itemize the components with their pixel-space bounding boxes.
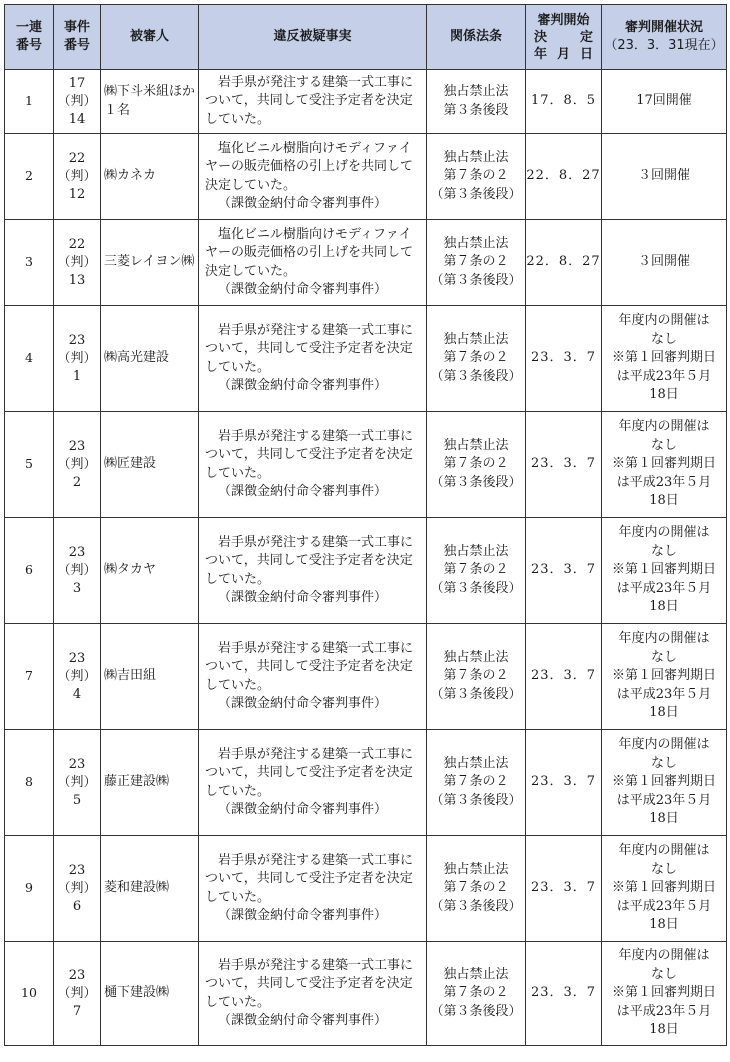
status-line: 17回開催 [636, 93, 692, 109]
law-cell [427, 624, 526, 730]
status-cell [602, 942, 727, 1046]
status-cell [602, 134, 727, 220]
start-date: 23．3．7 [530, 562, 597, 578]
start-date: 23．3．7 [530, 985, 597, 1001]
respondent-name: 菱和建設㈱ [104, 880, 170, 896]
law-line: 第３条後段 [443, 102, 509, 118]
start-date: 23．3．7 [530, 880, 597, 896]
law-cell [427, 70, 526, 134]
violation-fact: 岩手県が発注する建築一式工事について，共同して受注予定者を決定していた。 [205, 322, 414, 375]
law-line: 第７条の２ [443, 562, 509, 578]
serial-number: 3 [25, 254, 33, 270]
start-date-cell [526, 624, 602, 730]
status-line: は平成23年５月 [616, 898, 712, 914]
case-type: （判） [57, 668, 97, 684]
status-line: 年度内の開催は [618, 313, 710, 329]
serial-number: 2 [25, 168, 33, 184]
table-row [5, 518, 727, 624]
case-note: （課徴金納付命令審判事件） [218, 1013, 388, 1028]
respondent-name: 三菱レイヨン㈱ [104, 254, 195, 270]
start-date-cell [526, 134, 602, 220]
case-type: （判） [57, 562, 97, 578]
law-line: 第７条の２ [443, 168, 509, 184]
fact-cell [199, 70, 427, 134]
law-line: 独占禁止法 [443, 149, 509, 165]
status-line: なし [650, 543, 677, 559]
case-note: （課徴金納付命令審判事件） [218, 378, 388, 393]
header-serial [5, 5, 54, 70]
law-cell [427, 306, 526, 412]
status-line: 18日 [649, 493, 679, 509]
fact-cell [199, 624, 427, 730]
table-row [5, 412, 727, 518]
fact-cell [199, 412, 427, 518]
respondent-name: 藤正建設㈱ [104, 774, 170, 790]
respondent-name: ㈱下斗米組ほか１名 [104, 84, 196, 118]
law-line: 独占禁止法 [443, 331, 509, 347]
start-date: 23．3．7 [530, 456, 597, 472]
start-date: 23．3．7 [530, 350, 597, 366]
status-line: 年度内の開催は [618, 843, 710, 859]
law-line: 独占禁止法 [443, 235, 509, 251]
violation-fact: 岩手県が発注する建築一式工事について，共同して受注予定者を決定していた。 [205, 852, 414, 905]
serial-cell [5, 306, 54, 412]
table-row [5, 730, 727, 836]
status-line: 年度内の開催は [618, 948, 710, 964]
violation-fact: 岩手県が発注する建築一式工事について，共同して受注予定者を決定していた。 [205, 957, 414, 1010]
header-start-char: 定 [579, 29, 593, 45]
respondent-cell [101, 836, 199, 942]
status-line: ※第１回審判期日 [611, 985, 716, 1001]
law-line: （第３条後段） [430, 580, 522, 596]
law-line: 第７条の２ [443, 985, 509, 1001]
serial-cell [5, 730, 54, 836]
law-cell [427, 220, 526, 306]
law-line: （第３条後段） [430, 792, 522, 808]
start-date: 22．8．27 [526, 168, 601, 184]
status-line: ※第１回審判期日 [611, 880, 716, 896]
status-line: 年度内の開催は [618, 419, 710, 435]
status-cell [602, 70, 727, 134]
header-status-asof: （23．3．31現在） [604, 38, 724, 53]
start-date-cell [526, 70, 602, 134]
respondent-cell [101, 624, 199, 730]
header-serial-line: 番号 [15, 38, 42, 53]
serial-cell [5, 942, 54, 1046]
case-year: 22 [68, 236, 86, 252]
case-type: （判） [57, 985, 97, 1001]
case-number: 3 [72, 580, 82, 596]
fact-cell [199, 836, 427, 942]
serial-cell [5, 412, 54, 518]
law-line: 独占禁止法 [443, 84, 509, 99]
status-cell [602, 624, 727, 730]
status-line: ※第１回審判期日 [611, 562, 716, 578]
law-line: （第３条後段） [430, 368, 522, 384]
case-type: （判） [57, 880, 97, 896]
status-line: は平成23年５月 [616, 1003, 712, 1019]
table-row [5, 624, 727, 730]
case-note: （課徴金納付命令審判事件） [218, 282, 388, 297]
serial-number: 5 [25, 456, 33, 472]
law-line: （第３条後段） [430, 272, 522, 288]
start-date: 22．8．27 [526, 254, 601, 270]
law-line: 第７条の２ [443, 456, 509, 472]
law-line: 第７条の２ [443, 774, 509, 790]
respondent-name: ㈱吉田組 [104, 668, 157, 684]
violation-fact: 岩手県が発注する建築一式工事について，共同して受注予定者を決定していた。 [205, 746, 414, 799]
respondent-cell [101, 134, 199, 220]
violation-fact: 塩化ビニル樹脂向けモディファイヤーの販売価格の引上げを共同して決定していた。 [205, 140, 414, 193]
fact-cell [199, 306, 427, 412]
law-cell [427, 518, 526, 624]
status-line: ※第１回審判期日 [611, 350, 716, 366]
case-number: 7 [72, 1003, 82, 1019]
status-line: 18日 [649, 599, 679, 615]
header-status-title: 審判開催状況 [624, 20, 703, 35]
case-cell [54, 412, 101, 518]
serial-number: 8 [25, 774, 33, 790]
status-line: なし [650, 437, 677, 453]
start-date-cell [526, 518, 602, 624]
header-start-char: 決 [534, 29, 548, 45]
serial-number: 9 [25, 880, 33, 896]
start-date-cell [526, 942, 602, 1046]
start-date: 17．8．5 [530, 93, 597, 109]
table-row [5, 306, 727, 412]
case-note: （課徴金納付命令審判事件） [218, 802, 388, 817]
case-cell [54, 220, 101, 306]
status-line: 18日 [649, 1022, 679, 1038]
status-line: は平成23年５月 [616, 792, 712, 808]
status-line: は平成23年５月 [616, 474, 712, 490]
law-line: （第３条後段） [430, 1003, 522, 1019]
respondent-name: 樋下建設㈱ [104, 985, 170, 1001]
header-case-line: 事件 [63, 20, 90, 35]
case-cell [54, 624, 101, 730]
violation-fact: 岩手県が発注する建築一式工事について，共同して受注予定者を決定していた。 [205, 534, 414, 587]
serial-number: 7 [25, 668, 33, 684]
table-row [5, 836, 727, 942]
serial-number: 4 [25, 350, 33, 366]
header-start-char: 月 [556, 46, 570, 62]
respondent-cell [101, 220, 199, 306]
serial-cell [5, 70, 54, 134]
status-line: ３回開催 [637, 168, 690, 184]
header-serial-line: 一連 [15, 20, 42, 35]
status-line: ※第１回審判期日 [611, 774, 716, 790]
case-note: （課徴金納付命令審判事件） [218, 696, 388, 711]
header-status [602, 5, 727, 70]
case-year: 23 [68, 862, 86, 878]
fact-cell [199, 220, 427, 306]
case-number: 5 [72, 792, 82, 808]
violation-fact: 岩手県が発注する建築一式工事について，共同して受注予定者を決定していた。 [205, 640, 414, 693]
law-cell [427, 412, 526, 518]
serial-number: 6 [25, 562, 33, 578]
respondent-cell [101, 70, 199, 134]
status-line: 年度内の開催は [618, 525, 710, 541]
case-type: （判） [57, 774, 97, 790]
law-line: 第７条の２ [443, 880, 509, 896]
header-start-date [526, 5, 602, 70]
respondent-cell [101, 942, 199, 1046]
case-type: （判） [57, 93, 97, 109]
status-line: 年度内の開催は [618, 631, 710, 647]
status-line: 18日 [649, 387, 679, 403]
case-type: （判） [57, 350, 97, 366]
status-line: は平成23年５月 [616, 368, 712, 384]
start-date-cell [526, 730, 602, 836]
status-line: は平成23年５月 [616, 686, 712, 702]
status-line: 18日 [649, 811, 679, 827]
violation-fact: 塩化ビニル樹脂向けモディファイヤーの販売価格の引上げを共同して決定していた。 [205, 226, 414, 279]
case-year: 23 [68, 650, 86, 666]
header-start-char: 日 [579, 46, 593, 62]
status-line: 年度内の開催は [618, 737, 710, 753]
case-number: 13 [68, 272, 86, 288]
case-year: 23 [68, 332, 86, 348]
case-cell [54, 730, 101, 836]
case-number: 12 [68, 186, 86, 202]
start-date-cell [526, 836, 602, 942]
table-row [5, 942, 727, 1046]
start-date-cell [526, 412, 602, 518]
respondent-cell [101, 306, 199, 412]
case-type: （判） [57, 456, 97, 472]
table-row [5, 134, 727, 220]
case-cell [54, 518, 101, 624]
table-row [5, 220, 727, 306]
status-line: ※第１回審判期日 [611, 668, 716, 684]
case-cell [54, 306, 101, 412]
respondent-name: ㈱高光建設 [104, 350, 170, 366]
header-law: 関係法条 [427, 5, 526, 70]
case-number: 1 [72, 368, 82, 384]
case-note: （課徴金納付命令審判事件） [218, 484, 388, 499]
start-date: 23．3．7 [530, 774, 597, 790]
header-case-line: 番号 [63, 38, 90, 53]
header-start-char: 年 [534, 46, 548, 62]
law-line: （第３条後段） [430, 474, 522, 490]
start-date-cell [526, 220, 602, 306]
serial-number: 1 [25, 93, 33, 109]
case-year: 22 [68, 150, 86, 166]
case-year: 23 [68, 756, 86, 772]
status-cell [602, 836, 727, 942]
case-year: 23 [68, 544, 86, 560]
case-note: （課徴金納付命令審判事件） [218, 908, 388, 923]
case-cell [54, 836, 101, 942]
law-cell [427, 836, 526, 942]
law-line: 独占禁止法 [443, 755, 509, 771]
law-line: 独占禁止法 [443, 543, 509, 559]
law-line: 第７条の２ [443, 668, 509, 684]
case-cell [54, 70, 101, 134]
table-row [5, 70, 727, 134]
case-type: （判） [57, 168, 97, 184]
status-line: 18日 [649, 917, 679, 933]
law-cell [427, 730, 526, 836]
status-line: なし [650, 966, 677, 982]
status-line: なし [650, 649, 677, 665]
case-number: 4 [72, 686, 82, 702]
status-line: なし [650, 861, 677, 877]
respondent-cell [101, 412, 199, 518]
serial-cell [5, 624, 54, 730]
header-case [54, 5, 101, 70]
serial-cell [5, 220, 54, 306]
start-date-cell [526, 306, 602, 412]
respondent-name: ㈱カネカ [104, 168, 157, 184]
violation-fact: 岩手県が発注する建築一式工事について，共同して受注予定者を決定していた。 [205, 428, 414, 481]
status-line: は平成23年５月 [616, 580, 712, 596]
law-cell [427, 134, 526, 220]
status-line: ※第１回審判期日 [611, 456, 716, 472]
status-line: なし [650, 755, 677, 771]
law-line: 独占禁止法 [443, 861, 509, 877]
serial-cell [5, 134, 54, 220]
case-year: 23 [68, 438, 86, 454]
status-cell [602, 412, 727, 518]
status-line: ３回開催 [637, 254, 690, 270]
case-number: 14 [68, 111, 86, 127]
status-cell [602, 730, 727, 836]
case-number: 6 [72, 898, 82, 914]
law-line: 独占禁止法 [443, 966, 509, 982]
case-cell [54, 942, 101, 1046]
respondent-cell [101, 518, 199, 624]
header-respondent: 被審人 [101, 5, 199, 70]
law-line: 第７条の２ [443, 350, 509, 366]
law-line: 独占禁止法 [443, 649, 509, 665]
serial-cell [5, 836, 54, 942]
violation-fact: 岩手県が発注する建築一式工事について，共同して受注予定者を決定していた。 [205, 74, 414, 127]
status-cell [602, 306, 727, 412]
status-line: 18日 [649, 705, 679, 721]
start-date: 23．3．7 [530, 668, 597, 684]
law-line: （第３条後段） [430, 898, 522, 914]
status-cell [602, 518, 727, 624]
header-facts: 違反被疑事実 [199, 5, 427, 70]
hearing-cases-table [4, 4, 727, 1046]
header-row [5, 5, 727, 70]
respondent-name: ㈱タカヤ [104, 562, 157, 578]
fact-cell [199, 134, 427, 220]
fact-cell [199, 730, 427, 836]
serial-number: 10 [21, 985, 37, 1001]
case-type: （判） [57, 254, 97, 270]
case-number: 2 [72, 474, 82, 490]
law-cell [427, 942, 526, 1046]
law-line: （第３条後段） [430, 186, 522, 202]
law-line: 第７条の２ [443, 254, 509, 270]
status-line: なし [650, 331, 677, 347]
fact-cell [199, 518, 427, 624]
respondent-cell [101, 730, 199, 836]
serial-cell [5, 518, 54, 624]
status-cell [602, 220, 727, 306]
case-note: （課徴金納付命令審判事件） [218, 590, 388, 605]
case-year: 23 [68, 967, 86, 983]
case-cell [54, 134, 101, 220]
law-line: （第３条後段） [430, 686, 522, 702]
case-year: 17 [68, 75, 86, 91]
law-line: 独占禁止法 [443, 437, 509, 453]
case-note: （課徴金納付命令審判事件） [218, 196, 388, 211]
respondent-name: ㈱匠建設 [104, 456, 157, 472]
fact-cell [199, 942, 427, 1046]
header-start-line: 審判開始 [537, 12, 590, 28]
